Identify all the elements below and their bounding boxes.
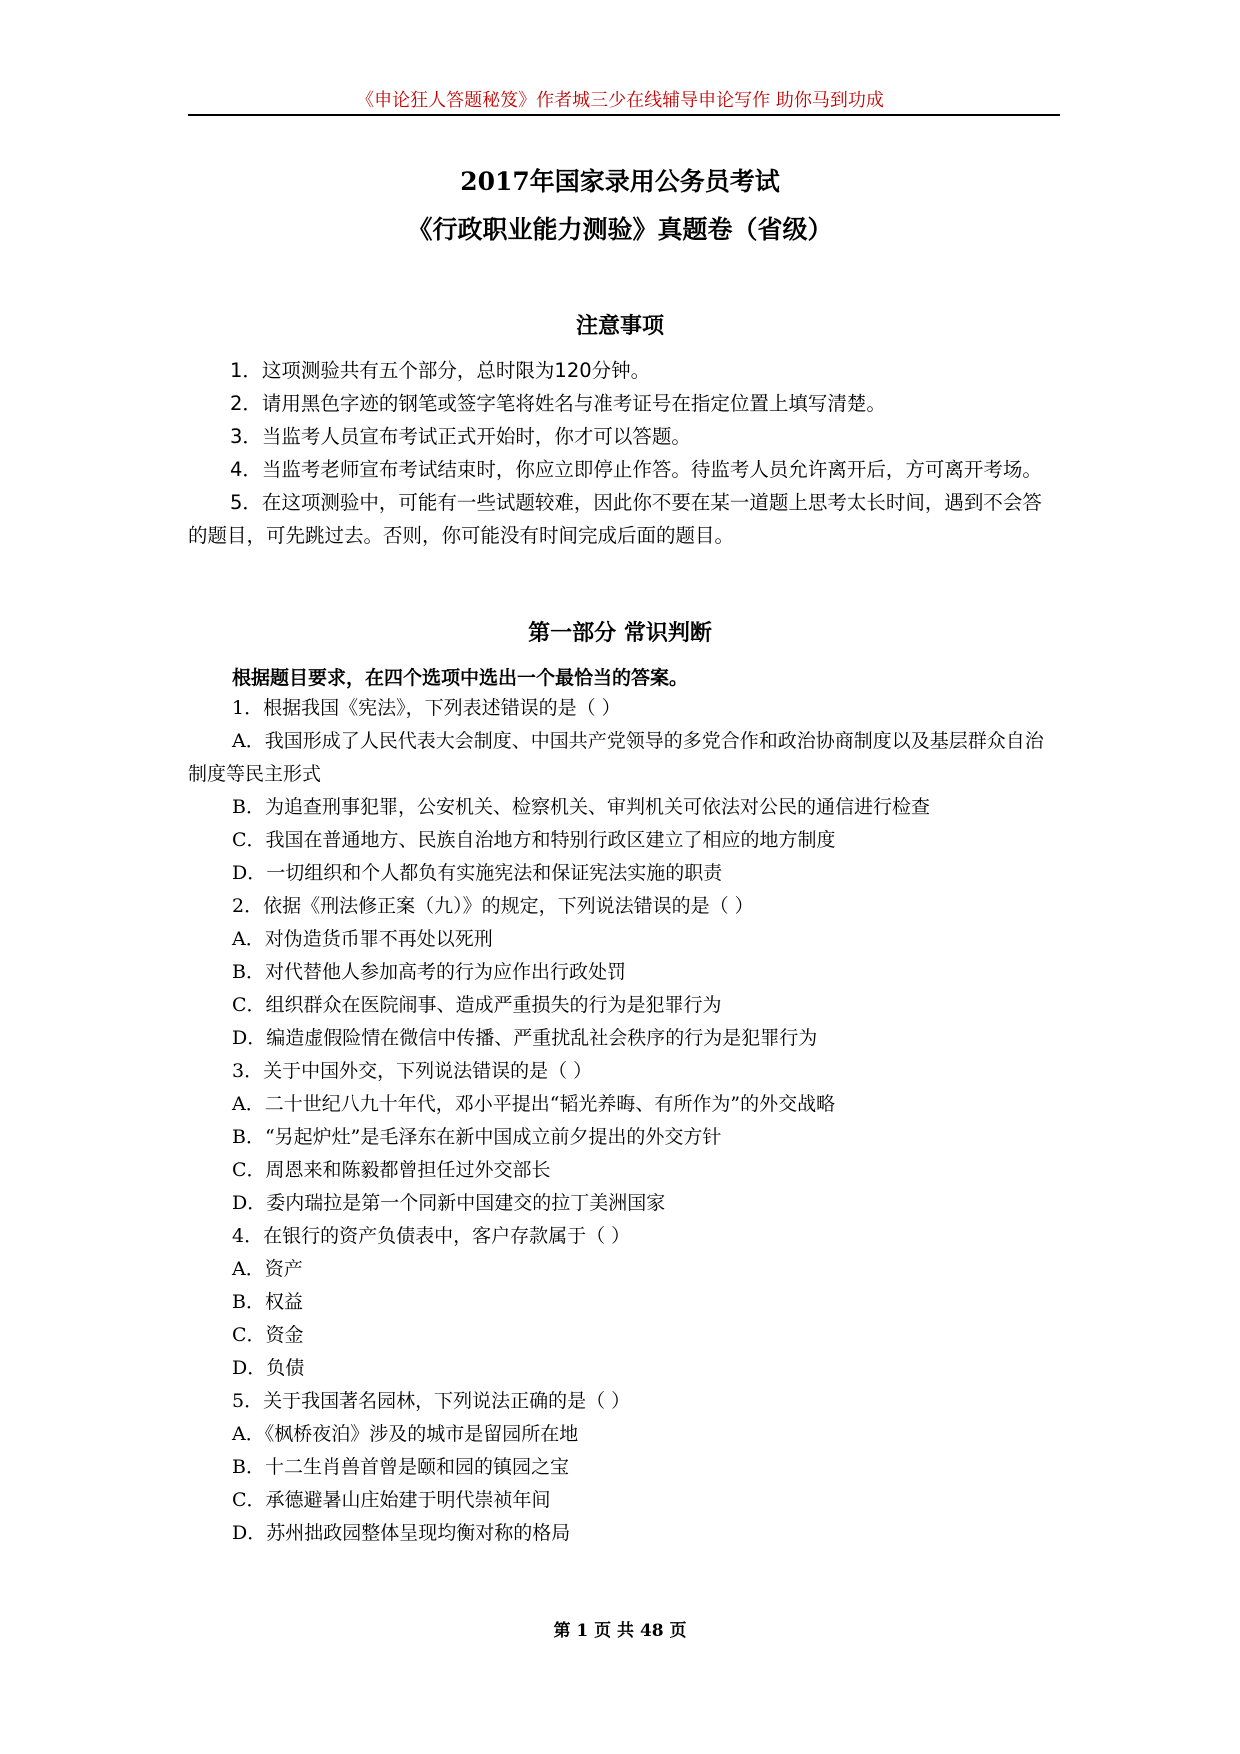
question-line: 3．关于中国外交，下列说法错误的是（ ） <box>232 1060 593 1082</box>
question-line: C．组织群众在医院闹事、造成严重损失的行为是犯罪行为 <box>232 994 722 1016</box>
question-line: A．我国形成了人民代表大会制度、中国共产党领导的多党合作和政治协商制度以及基层群众自治制度等民主形式 <box>188 730 1044 785</box>
notice-heading: 注意事项 <box>575 313 664 339</box>
question-line: D．一切组织和个人都负有实施宪法和保证宪法实施的职责 <box>232 862 723 884</box>
question-list <box>188 692 1060 1550</box>
section-instruction: 根据题目要求，在四个选项中选出一个最恰当的答案。 <box>232 667 689 689</box>
notice-item: 4．当监考老师宣布考试结束时，你应立即停止作答。待监考人员允许离开后，方可离开考场。 <box>230 458 1042 481</box>
notice-item: 5．在这项测验中，可能有一些试题较难，因此你不要在某一道题上思考太长时间，遇到不会答的题目，可先跳过去。否则，你可能没有时间完成后面的题目。 <box>188 491 1042 547</box>
question-line: D．委内瑞拉是第一个同新中国建交的拉丁美洲国家 <box>232 1192 666 1214</box>
notice-item: 1．这项测验共有五个部分，总时限为120分钟。 <box>230 359 651 382</box>
page-footer: 第 1 页 共 48 页 <box>553 1621 687 1641</box>
exam-title: 2017年国家录用公务员考试 <box>460 167 780 196</box>
question-line: A．对伪造货币罪不再处以死刑 <box>232 928 493 950</box>
question-line: C．承德避暑山庄始建于明代崇祯年间 <box>232 1489 551 1511</box>
header-divider <box>188 114 1060 116</box>
question-line: 2．依据《刑法修正案（九）》的规定，下列说法错误的是（ ） <box>232 895 754 917</box>
question-line: A．二十世纪八九十年代，邓小平提出“韬光养晦、有所作为”的外交战略 <box>232 1093 836 1115</box>
question-line: 1．根据我国《宪法》，下列表述错误的是（ ） <box>232 697 621 719</box>
notice-item: 2．请用黑色字迹的钢笔或签字笔将姓名与准考证号在指定位置上填写清楚。 <box>230 392 886 415</box>
notice-list <box>188 354 1060 552</box>
question-line: C．周恩来和陈毅都曾担任过外交部长 <box>232 1159 551 1181</box>
question-line: B．权益 <box>232 1291 303 1313</box>
question-line: B．“另起炉灶”是毛泽东在新中国成立前夕提出的外交方针 <box>232 1126 722 1148</box>
question-line: A．资产 <box>232 1258 303 1280</box>
question-line: B．为追查刑事犯罪，公安机关、检察机关、审判机关可依法对公民的通信进行检查 <box>232 796 930 818</box>
section-title: 第一部分 常识判断 <box>528 620 712 646</box>
question-line: 5．关于我国著名园林，下列说法正确的是（ ） <box>232 1390 631 1412</box>
question-line: C．资金 <box>232 1324 304 1346</box>
question-line: D．苏州拙政园整体呈现均衡对称的格局 <box>232 1522 571 1544</box>
question-line: D．编造虚假险情在微信中传播、严重扰乱社会秩序的行为是犯罪行为 <box>232 1027 818 1049</box>
question-line: D．负债 <box>232 1357 305 1379</box>
question-line: A．《枫桥夜泊》涉及的城市是留园所在地 <box>232 1423 579 1445</box>
question-line: 4．在银行的资产负债表中，客户存款属于（ ） <box>232 1225 631 1247</box>
question-line: C．我国在普通地方、民族自治地方和特别行政区建立了相应的地方制度 <box>232 829 836 851</box>
question-line: B．对代替他人参加高考的行为应作出行政处罚 <box>232 961 626 983</box>
question-line: B．十二生肖兽首曾是颐和园的镇园之宝 <box>232 1456 569 1478</box>
notice-item: 3．当监考人员宣布考试正式开始时，你才可以答题。 <box>230 425 691 448</box>
exam-subtitle: 《行政职业能力测验》真题卷（省级） <box>407 215 833 244</box>
page-header: 《申论狂人答题秘笈》作者城三少在线辅导申论写作 助你马到功成 <box>356 90 884 111</box>
